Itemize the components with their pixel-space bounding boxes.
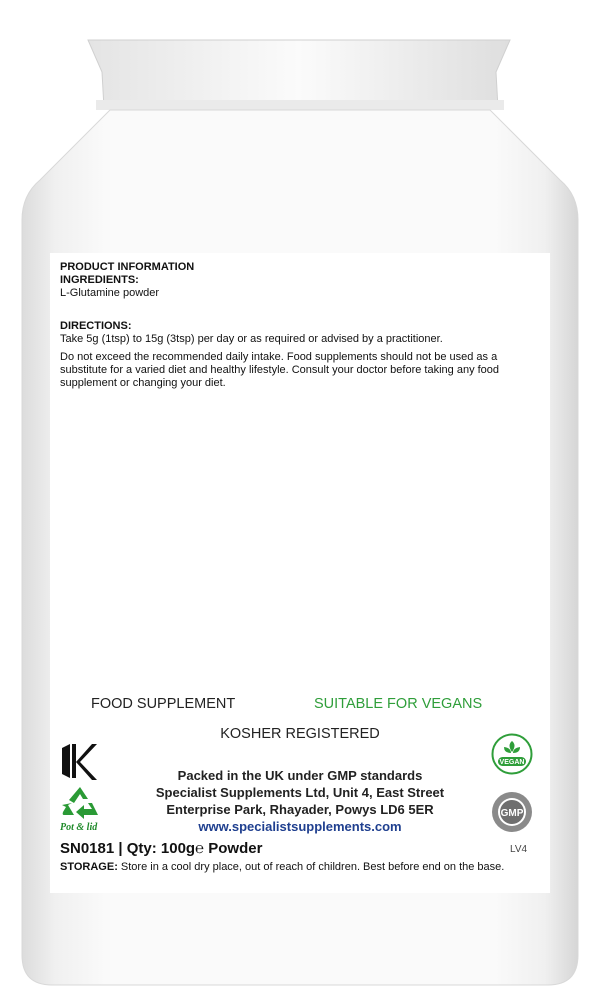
product-info-heading: PRODUCT INFORMATION [60, 261, 195, 273]
product-label [50, 253, 550, 893]
storage-label: STORAGE: [60, 861, 118, 873]
packed-by-info [110, 767, 490, 835]
vegan-badge-icon [491, 733, 533, 775]
gmp-badge-icon [491, 791, 533, 833]
warning-text: Do not exceed the recommended daily intake. Food supplements should not be used as a substitute for a varied diet and healthy lifestyle. Consult your doctor before taking any food supplement or changing your diet. [60, 351, 500, 389]
packed-line-2: Specialist Supplements Ltd, Unit 4, East Street [155, 785, 445, 800]
product-information [60, 261, 540, 390]
storage-text: Store in a cool dry place, out of reach of children. Best before end on the base. [117, 861, 505, 873]
label-version: LV4 [510, 844, 528, 855]
gmp-badge-text: GMP [500, 808, 524, 819]
food-supplement-claim: FOOD SUPPLEMENT [91, 696, 236, 712]
directions-text: Take 5g (1tsp) to 15g (3tsp) per day or as required or advised by a practitioner. [60, 333, 443, 345]
kosher-claim: KOSHER REGISTERED [220, 726, 380, 742]
product-code: SN0181 | Qty: 100g℮ Powder [60, 840, 263, 857]
recycle-text: Pot & lid [60, 822, 98, 833]
packed-line-3: Enterprise Park, Rhayader, Powys LD6 5ER [166, 802, 434, 817]
directions-heading: DIRECTIONS: [60, 320, 132, 332]
ingredients-text: L-Glutamine powder [60, 287, 160, 299]
recycle-icon [60, 785, 100, 821]
vegan-badge-text: VEGAN [499, 759, 525, 767]
packed-line-1: Packed in the UK under GMP standards [177, 768, 423, 783]
ingredients-heading: INGREDIENTS: [60, 274, 139, 286]
brand-k-logo-icon [60, 740, 100, 782]
website-link[interactable]: www.specialistsupplements.com [198, 819, 402, 834]
vegan-claim: SUITABLE FOR VEGANS [314, 696, 483, 712]
storage-info [60, 861, 545, 873]
